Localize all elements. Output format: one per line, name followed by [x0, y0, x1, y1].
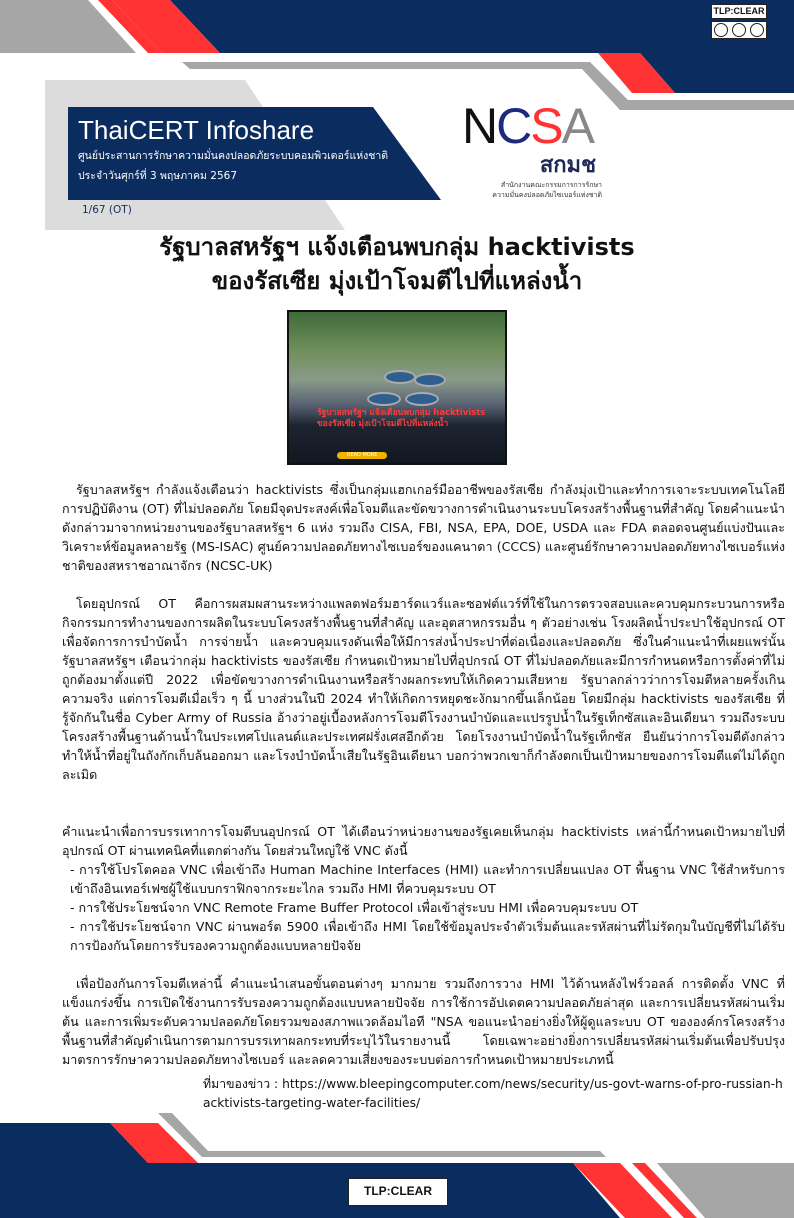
circle-icon: [732, 23, 746, 37]
tlp-label-top: TLP:CLEAR: [711, 4, 767, 19]
title-line2: ของรัสเซีย มุ่งเป้าโจมตีไปที่แหล่งน้ำ: [211, 267, 583, 295]
paragraph-2: โดยอุปกรณ์ OT คือการผสมผสานระหว่างแพลตฟอร์มฮาร์ดแวร์และซอฟต์แวร์ที่ใช้ในการตรวจสอบและควบคุมกระบวนการหรือกิจกรรมการทำงานของการผลิตในระบบโครงสร้างพื้นฐานที่สำคัญ และอุตสาหกรรมอื่น ๆ ตัวอย่างเช่น โรงผลิตน้ำประปาใช้อุปกรณ์ OT เพื่อจัดการการบำบัดน้ำ การจ่ายน้ำ และควบคุมแรงดันเพื่อให้มีการส่งน้ำประปาที่ต่อเนื่องและปลอดภัย ซึ่งในคำแนะนำที่เผยแพร่นั้น รัฐบาลสหรัฐฯ เตือนว่ากลุ่ม hacktivists ของรัสเซีย กำหนดเป้าหมายไปที่อุปกรณ์ OT ที่ไม่ปลอดภัยและมีการกำหนดหรือการตั้งค่าที่ไม่ถูกต้องมาตั้งแต่ปี 2022 เพื่อขัดขวางการดำเนินงานหรือสร้างผลกระทบให้เกิดความเสียหาย รัฐบาลกล่าวว่าการโจมตีหลายครั้งเกินความจริง แต่การโจมตีเมื่อเร็ว ๆ นี้ บางส่วนในปี 2024 ทำให้เกิดการหยุดชะงักมากขึ้นเล็กน้อย โดยมีกลุ่ม hacktivists ของรัสเซีย ที่รู้จักกันในชื่อ Cyber Army of Russia อ้างว่าอยู่เบื้องหลังการโจมตีโรงงานบำบัดและแปรรูปน้ำในรัฐเท็กซัสและอินเดียนา รวมถึงระบบโครงสร้างพื้นฐานด้านน้ำในประเทศโปแลนด์และประเทศฝรั่งเศสอีกด้วย โดยโรงงานบำบัดน้ำในรัฐเท็กซัส ยืนยันว่าการโจมตีดังกล่าวทำให้น้ำที่อยู่ในถังกักเก็บล้นออกมา และโรงบำบัดน้ำเสียในรัฐอินเดียนา บอกว่าพวกเขาก็กำลังตกเป็นเป้าหมายของการโจมตีแต่ไม่ได้ถูกละเมิด: [62, 596, 785, 782]
hero-image: [287, 310, 507, 465]
read-more-button: READ MORE: [337, 452, 387, 459]
hero-caption-line1: รัฐบาลสหรัฐฯ แจ้งเตือนพบกลุ่ม hacktivists: [317, 408, 486, 418]
article-body: [62, 476, 785, 1113]
ncsa-thai-abbr: สกมช: [539, 153, 596, 178]
brand-title: ThaiCERT Infoshare: [78, 115, 315, 145]
hero-caption-line2: ของรัสเซีย มุ่งเป้าโจมตีไปที่แหล่งน้ำ: [317, 419, 449, 429]
circle-icon: [750, 23, 764, 37]
issue-number: 1/67 (OT): [82, 204, 132, 216]
bullet-item: - การใช้ประโยชน์จาก VNC Remote Frame Buffer Protocol เพื่อเข้าสู่ระบบ HMI เพื่อควบคุมระบบ OT: [70, 900, 639, 915]
issue-date: ประจำวันศุกร์ที่ 3 พฤษภาคม 2567: [78, 170, 238, 182]
paragraph-3-intro: คำแนะนำเพื่อการบรรเทาการโจมตีบนอุปกรณ์ OT ได้เตือนว่าหน่วยงานของรัฐเคยเห็นกลุ่ม hacktivists เหล่านี้กำหนดเป้าหมายไปที่อุปกรณ์ OT ผ่านเทคนิคที่แตกต่างกัน โดยส่วนใหญ่ใช้ VNC ดังนี้: [62, 824, 785, 858]
title-line1: รัฐบาลสหรัฐฯ แจ้งเตือนพบกลุ่ม hacktivists: [159, 233, 635, 261]
ncsa-logo-letters: NCSA: [462, 98, 593, 154]
bullet-item: - การใช้โปรโตคอล VNC เพื่อเข้าถึง Human Machine Interfaces (HMI) และทำการเปลี่ยนแปลง OT พื้นฐาน VNC ใช้สำหรับการเข้าถึงอินเทอร์เฟซผู้ใช้แบบกราฟิกจากระยะไกล รวมถึง HMI ที่ควบคุมระบบ OT: [70, 862, 785, 896]
source-link[interactable]: https://www.bleepingcomputer.com/news/security/us-govt-warns-of-pro-russian-hacktivists-targeting-water-facilities/: [203, 1077, 783, 1110]
source-label: ที่มาของข่าว :: [203, 1077, 279, 1091]
footer-area: [0, 1113, 794, 1218]
header-area: [0, 0, 794, 476]
tlp-indicator-circles: [711, 21, 767, 39]
bullet-item: - การใช้ประโยชน์จาก VNC ผ่านพอร์ต 5900 เพื่อเข้าถึง HMI โดยใช้ข้อมูลประจำตัวเริ่มต้นและรหัสผ่านที่ไม่รัดกุมในบัญชีที่ไม่ได้รับการป้องกันโดยการรับรองความถูกต้องแบบหลายปัจจัย: [70, 919, 785, 953]
tlp-label-bottom: TLP:CLEAR: [348, 1178, 448, 1206]
paragraph-1: รัฐบาลสหรัฐฯ กำลังแจ้งเตือนว่า hacktivists ซึ่งเป็นกลุ่มแฮกเกอร์มืออาชีพของรัสเซีย กำลังมุ่งเป้าและทำการเจาะระบบเทคโนโลยีการปฏิบัติงาน (OT) ที่ไม่ปลอดภัย โดยมีจุดประสงค์เพื่อโจมตีและขัดขวางการดำเนินงานระบบโครงสร้างพื้นฐานที่สำคัญ โดยคำแนะนำดังกล่าวมาจากหน่วยงานของรัฐบาลสหรัฐฯ 6 แห่ง รวมถึง CISA, FBI, NSA, EPA, DOE, USDA และ FDA ตลอดจนศูนย์แบ่งปันและวิเคราะห์ข้อมูลหลายรัฐ (MS-ISAC) ศูนย์ความปลอดภัยทางไซเบอร์ของแคนาดา (CCCS) และศูนย์รักษาความปลอดภัยทางไซเบอร์แห่งชาติของสหราชอาณาจักร (NCSC-UK): [62, 482, 785, 573]
circle-icon: [714, 23, 728, 37]
page-title: [0, 230, 794, 298]
ncsa-name-line1: สำนักงานคณะกรรมการการรักษา: [500, 181, 602, 189]
hero-caption-text: [317, 408, 501, 430]
ncsa-logo: [462, 100, 602, 200]
news-source: [203, 1075, 785, 1113]
hero-caption: [317, 408, 501, 459]
paragraph-4: เพื่อป้องกันการโจมตีเหล่านี้ คำแนะนำเสนอขั้นตอนต่างๆ มากมาย รวมถึงการวาง HMI ไว้ด้านหลังไฟร์วอลล์ การติดตั้ง VNC ที่แข็งแกร่งขึ้น การเปิดใช้งานการรับรองความถูกต้องแบบหลายปัจจัย การใช้การอัปเดตความปลอดภัยล่าสุด และการเปลี่ยนรหัสผ่านเริ่มต้น และการเพิ่มระดับความปลอดภัยโดยรวมของสภาพแวดล้อมไอที "NSA ขอแนะนำอย่างยิ่งให้ผู้ดูแลระบบ OT ขององค์กรโครงสร้างพื้นฐานที่สำคัญดำเนินการตามการบรรเทาผลกระทบที่ระบุไว้ในรายงานนี้ โดยเฉพาะอย่างยิ่งการเปลี่ยนรหัสผ่านเริ่มต้นเพื่อปรับปรุงมาตรการรักษาความปลอดภัยทางไซเบอร์ และลดความเสี่ยงของระบบต่อการกำหนดเป้าหมายประเภทนี้: [62, 976, 785, 1067]
ncsa-name-line2: ความมั่นคงปลอดภัยไซเบอร์แห่งชาติ: [492, 191, 602, 199]
org-name: ศูนย์ประสานการรักษาความมั่นคงปลอดภัยระบบคอมพิวเตอร์แห่งชาติ: [78, 150, 389, 162]
brand-box: [78, 114, 428, 186]
